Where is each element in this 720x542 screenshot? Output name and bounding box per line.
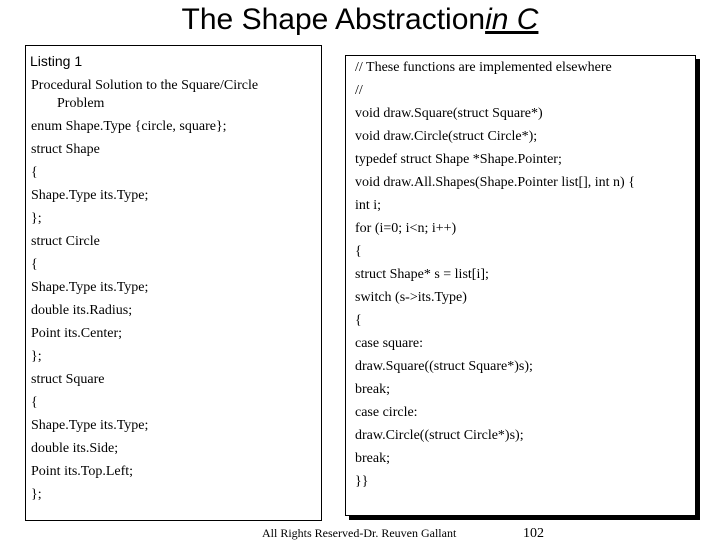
- code-line: {: [355, 313, 362, 328]
- page-number: 102: [523, 526, 544, 541]
- code-line: case square:: [355, 336, 424, 351]
- code-line: // These functions are implemented elsewhere: [355, 60, 612, 75]
- code-line: struct Square: [31, 372, 105, 387]
- code-line: Shape.Type its.Type;: [31, 280, 149, 295]
- code-line: double its.Radius;: [31, 303, 133, 318]
- code-line: Shape.Type its.Type;: [31, 188, 149, 203]
- code-line: }}: [355, 474, 369, 489]
- code-line: for (i=0; i<n; i++): [355, 221, 457, 236]
- code-line: int i;: [355, 198, 382, 213]
- code-line: Problem: [57, 96, 105, 111]
- listing-label: Listing 1: [30, 53, 83, 69]
- code-line: break;: [355, 451, 390, 466]
- code-line: typedef struct Shape *Shape.Pointer;: [355, 152, 562, 167]
- right-code-lines: [355, 59, 690, 496]
- code-line: Point its.Top.Left;: [31, 464, 134, 479]
- left-code-lines: [31, 77, 316, 509]
- code-line: struct Circle: [31, 234, 100, 249]
- title-main: The Shape Abstraction: [181, 3, 486, 36]
- code-line: struct Shape* s = list[i];: [355, 267, 489, 282]
- code-line: };: [31, 487, 42, 502]
- code-line: };: [31, 211, 42, 226]
- title-italic: in C: [485, 3, 539, 36]
- code-line: {: [355, 244, 362, 259]
- code-line: break;: [355, 382, 390, 397]
- code-line: draw.Circle((struct Circle*)s);: [355, 428, 524, 443]
- code-line: {: [31, 395, 38, 410]
- code-line: case circle:: [355, 405, 418, 420]
- code-line: {: [31, 165, 38, 180]
- code-line: Procedural Solution to the Square/Circle: [31, 78, 259, 93]
- code-line: {: [31, 257, 38, 272]
- code-line: double its.Side;: [31, 441, 119, 456]
- code-line: };: [31, 349, 42, 364]
- code-line: void draw.All.Shapes(Shape.Pointer list[], int n) {: [355, 175, 635, 190]
- code-line: draw.Square((struct Square*)s);: [355, 359, 533, 374]
- code-line: void draw.Square(struct Square*): [355, 106, 543, 121]
- slide-title: [0, 2, 720, 38]
- code-line: Point its.Center;: [31, 326, 122, 341]
- code-line: enum Shape.Type {circle, square};: [31, 119, 227, 134]
- code-line: //: [355, 83, 363, 98]
- code-line: void draw.Circle(struct Circle*);: [355, 129, 538, 144]
- code-line: struct Shape: [31, 142, 100, 157]
- code-line: Shape.Type its.Type;: [31, 418, 149, 433]
- code-line: switch (s->its.Type): [355, 290, 467, 305]
- footer-copyright: All Rights Reserved-Dr. Reuven Gallant: [262, 526, 457, 540]
